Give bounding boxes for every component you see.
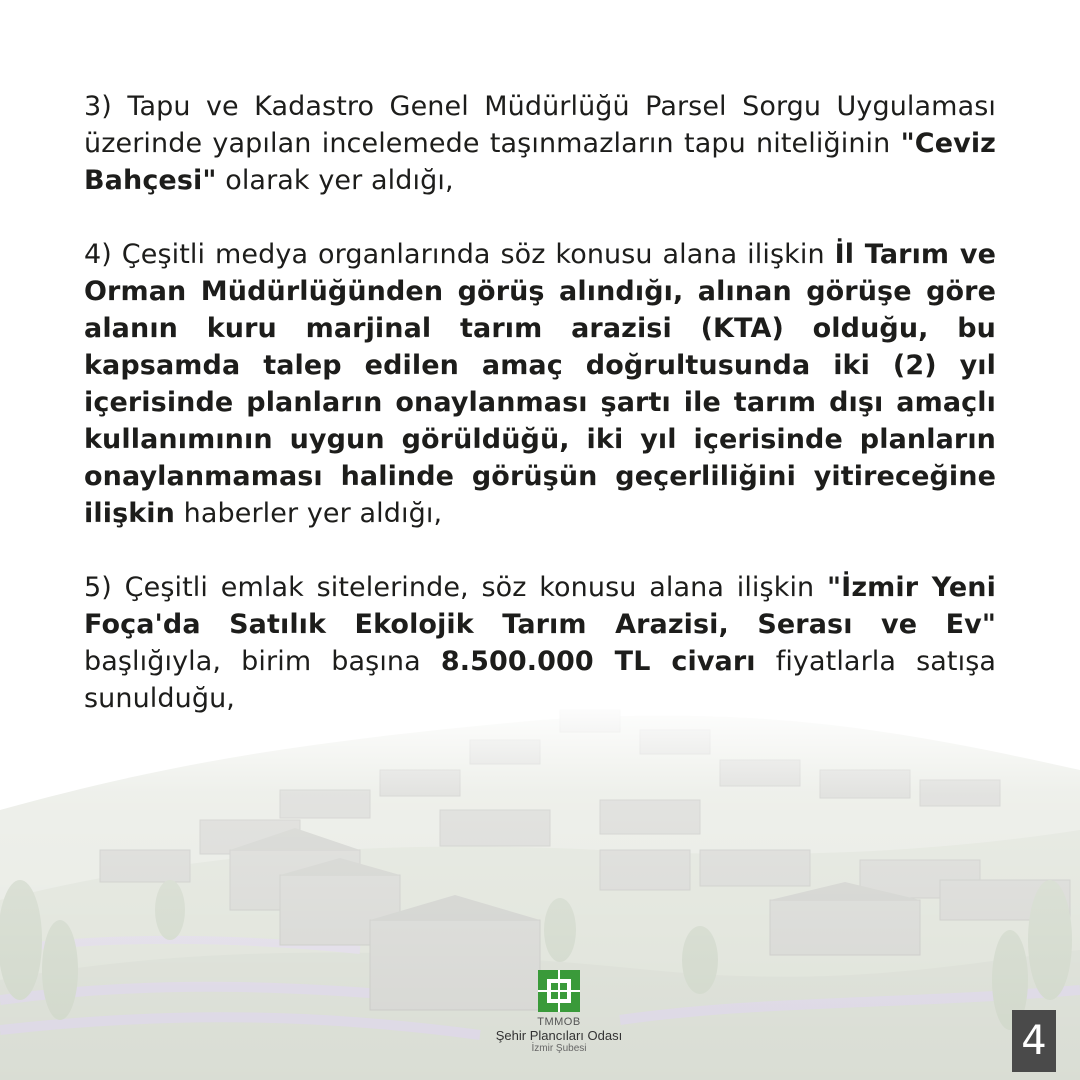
- organization-logo: [494, 970, 624, 1070]
- paragraph-5-text-3: fiyatlarla satışa sunulduğu,: [84, 646, 997, 714]
- logo-org: TMMOB: [537, 1016, 581, 1028]
- paragraph-3-text-1: 3) Tapu ve Kadastro Genel Müdürlüğü Parsel Sorgu Uygulaması üzerinde yapılan incelemede taşınmazların tapu niteliğinin: [84, 91, 996, 159]
- logo-branch: İzmir Şubesi: [531, 1043, 587, 1054]
- paragraph-5-text-2: başlığıyla, birim başına: [84, 646, 441, 677]
- paragraph-5-bold-2: 8.500.000 TL civarı: [440, 646, 756, 677]
- body-text: [84, 88, 996, 754]
- paragraph-4-text-1: 4) Çeşitli medya organlarında söz konusu alana ilişkin: [84, 239, 835, 270]
- page-number-badge: 4: [1012, 1010, 1056, 1072]
- logo-grid-icon: [538, 970, 580, 1012]
- paragraph-5-text-1: 5) Çeşitli emlak sitelerinde, söz konusu alana ilişkin: [84, 572, 828, 603]
- paragraph-4-text-2: haberler yer aldığı,: [174, 498, 443, 529]
- paragraph-5: [84, 569, 996, 717]
- logo-name: Şehir Plancıları Odası: [495, 1028, 623, 1043]
- paragraph-4: [84, 236, 996, 532]
- paragraph-3-text-2: olarak yer aldığı,: [216, 165, 454, 196]
- paragraph-3: [84, 88, 996, 199]
- paragraph-5-bold-1: "İzmir Yeni Foça'da Satılık Ekolojik Tarım Arazisi, Serası ve Ev": [84, 572, 996, 640]
- paragraph-3-bold-1: "Ceviz Bahçesi": [84, 128, 996, 196]
- paragraph-4-bold-1: İl Tarım ve Orman Müdürlüğünden görüş alındığı, alınan görüşe göre alanın kuru marjinal tarım arazisi (KTA) olduğu, bu kapsamda talep edilen amaç doğrultusunda iki (2) yıl içerisinde planların onaylanması şartı ile tarım dışı amaçlı kullanımının uygun görüldüğü, iki yıl içerisinde planların onaylanmaması halinde görüşün geçerliliğini yitireceğine ilişkin: [84, 239, 996, 529]
